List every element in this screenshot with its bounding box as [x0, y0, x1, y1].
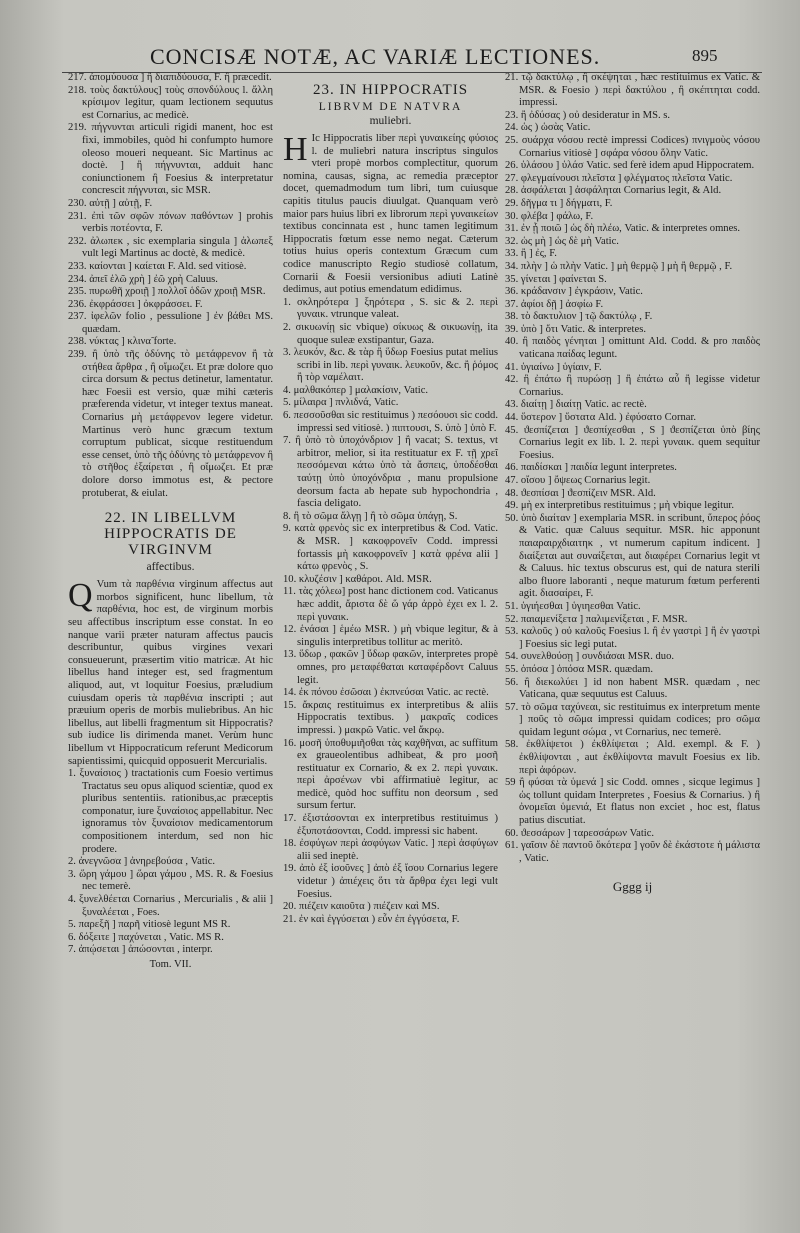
note-entry: 236. ἐκφράσσει ] ὀκφράσσει. F.: [68, 298, 203, 310]
note-entry: 57. τὸ σῶμα ταχύνεαι, sic restituimus ex interpretum mente ] ποῦς τὸ σῶμα impressi quidam codices; pro σῶμα quidam legunt σώμα , vt Cornarius, nec temerè.: [505, 701, 760, 738]
section-heading: 22. IN LIBELLVM HIPPOCRATIS DE VIRGINVM: [104, 510, 237, 559]
note-entry: 233. καίονται ] καίεται F. Ald. sed vitiosè.: [68, 260, 247, 272]
note-entry: 53. καλοῦς ) οὐ καλοῦς Foesius l. ἢ ἐν γαστρὶ ] ἢ ἐν γαστρὶ ] Foesius sic legi putat.: [505, 626, 760, 650]
note-entry: 50. ὑπὸ διαίταν ] exemplaria MSR. in scribunt, ὕπερος ῥόος & Vatic. quæ Caluus sequitur. MSR. hic apponunt παιαραιρχδιαιτηκ , vt numerum capitum indicent. ] διαίξεται aut συναίξεται, aut διαφέρει Cornarius legit vt & Caluus. hic textus obscurus est, qui de natura sterili albo fluore laboranti , neque maturum fœtum perferenti agit. διασαίρει, F.: [505, 512, 760, 600]
note-entry: 48. ϑεσπίσαι ] ϑεσπίζειν MSR. Ald.: [505, 487, 656, 499]
note-entry: 218. τοὺς δακτύλους] τοὺς σπονδύλους l. ἄλλη κρίσιμον legitur, quam lectionem sequutus est Cornarius, ac medicè.: [68, 84, 273, 121]
note-entry: 1. ξυναίσιος ) tractationis cum Foesio vertimus Tractatus seu opus aliquod scientiæ, quod ex pluribus sententiis. rationibus,ac præceptis componatur, iure ξυναίσιος appellabitur. Nec ignoramus τὸν ξυναίσιον medicamentorum compositionem interdum, sed non hic prodere.: [68, 768, 273, 855]
note-entry: 12. ἑνάσαι ] ἑμέω MSR. ) μὴ vbique legitur, & à singulis interpretibus tollitur ac meritò.: [283, 624, 498, 648]
note-entry: 32. ὡς μὴ ] ὡς δὲ μὴ Vatic.: [505, 235, 619, 247]
note-entry: 39. ὑπὸ ] ὅτι Vatic. & interpretes.: [505, 323, 646, 335]
note-entry: 7. ἀπῴσεται ] ἀπώσονται , interpr.: [68, 944, 213, 956]
note-entry: 6. δόξειτε ] παχύνεται , Vatic. MS R.: [68, 931, 224, 943]
note-entry: 15. ἄκραις restituimus ex interpretibus & aliis Hippocratis textibus. ) μακραῖς codices impressi. ) μακρῶ Vatic. vel ἄκρῳ.: [283, 699, 498, 736]
note-entry: 42. ἢ ἐπάτω ἢ πυρώσῃ ] ἢ ἐπάτω αὖ ἢ legisse videtur Cornarius.: [505, 374, 760, 398]
note-entry: 29. δῆγμα τι ] δήγματι, F.: [505, 197, 613, 209]
intro-text: Vum τὰ παρθένια virginum affectus aut morbos significent, hunc libellum, τὰ παρθένια, hoc est, de virginum morbis seu affectibus inscriptum esse constat. In eo nanque varii præter naturam affectus paucis describuntur, quibus virgines vexari consueuerunt, præsertim vitio matricæ. At hic libellus hand integer est, sed fragmentum aliquod, aut, vt loquitur Foesius, præludium cuiusdam operis τὰ παρθένια inscripti ; aut præuium operis de morbis muliebribus. An hic libellus, aut libelli fragmentum sit Hippocratis? sub iudice lis dirimenda manet. Verùm hunc libellum vt Hippocraticum referunt Medicorum sapientissimi, quicquid opposuerit Mercurialis.: [68, 579, 273, 767]
volume-mark: Tom. VII.: [149, 959, 192, 970]
intro-text: Ic Hippocratis liber περὶ γυναικείης φύσιος l. de muliebri natura inscriptus singulos vteri propè morbos complectitur, quorum nomina, causas, signa, ac remedia præceptor docet, quemadmodum tum libri, tum cuiusque capitis titulus paucis diuulgat. Quanquam verò maior pars huius libri ex librorum περὶ γυναικείων textibus concinnata est , hunc tamen legitimum Hippocratis fœtum esse nemo negat. Cæterum totius huius operis contextum Græcum cum codice manuscripto Regio studiosè collatum, Cornarii & Foesii versionibus adiuti Latinè dedimus, aut potius emendatum edidimus.: [283, 133, 498, 296]
signature-mark: Gggg ij: [612, 879, 653, 895]
note-entry: 8. ἢ τὸ σῶμα ἄλγῃ ] ἢ τὸ σῶμα ὑπάγῃ, S.: [283, 510, 458, 522]
note-entry: 21. ἐν καὶ ἐγγύσεται ) εὖν ἐπ ἐγγύσετα, F.: [283, 913, 460, 925]
note-entry: 59 ἢ φύσαι τὰ ὑμενά ] sic Codd. omnes , sicque legimus ] ὡς tollunt quidam Interpretes , Foesius & Cornarius. ) ἢ ὀνομεῖαι ὑμενιά, Et flatus non exciet , hoc est, flatus patius discutiat.: [505, 777, 760, 827]
note-entry: 49. μὴ ex interpretibus restituimus ; μὴ vbique legitur.: [505, 500, 734, 512]
note-entry: 3. λευκόν, &c. & τὰρ ἢ ὕδωρ Foesius putat melius scribi in lib. περὶ γυναικ. λευκοῦν, &c. ἢ ῥόμος ἢ τὸρ ναμέλαιτ.: [283, 347, 498, 384]
note-entry: 11. τὰς χόλεω] post hanc dictionem cod. Vaticanus hæc addit, ἄριστα δὲ ὥ γάρ ἀρρὸ ἐχει ex l. 2. περὶ γυναικ.: [283, 586, 498, 623]
note-entry: 10. κλυζέσιν ] καθάροι. Ald. MSR.: [283, 573, 432, 585]
note-entry: 43. διαίτῃ ] διαίτῃ Vatic. ac rectè.: [505, 399, 647, 411]
note-entry: 234. ἀπεῖ ἑλῶ χρὴ ] ἐῶ χρὴ Caluus.: [68, 273, 218, 285]
note-entry: 239. ἢ ὑπὸ τῆς ὀδύνης τὸ μετάφρενον ἢ τὰ στήθεα ἄρθρα , ἢ οἴμωζει. Et præ dolore quo circa dorsum & pectus detinetur, lamentatur. hæc Foesii est versio, quæ mihi cæteris præferenda videtur, vt integer textus maneat. Cornarius μὴ μετάφρενον legere videtur. Martinus verò hunc græcum textum corruptum publicat, sicque restituendum esse censet, ὑπὸ τῆς ὀδύνης τὸ μετάφρενον ἢ τὸ στῆθος ἐξαίρεται , ἢ οἴμωζει. Et præ dolore dorso immotus est, & pectore protuberat, & eiulat.: [68, 349, 274, 499]
section-intro: [283, 133, 498, 297]
note-entry: 7. ἢ ὑπὸ τὸ ὑποχόνδριον ] ἢ vacat; S. textus, vt arbitror, melior, si ita restituatur ex F. τῇ χρεῖ πεσσόμεναι κάτω ὑπὸ τὰ ἄσπεις, ὑποδέσθαι ταύτῃ ὑπὸ ὑποχόνδρια , manu propulsione deorsum facta ab hepate sub hypochondria , fascia deligato.: [283, 435, 498, 510]
note-entry: 58. ἐκθλίψετοι ) ἐκθλίψεται ; Ald. exempl. & F. ) ἐκθλίψονται , aut ἐκθλίψοντα mavult Foesius ex lib. περὶ ἀφόρων.: [505, 739, 760, 776]
note-entry: 3. ὥρη γάμου ] ὥραι γάμου , MS. R. & Foesius nec temerè.: [68, 868, 273, 893]
note-entry: 237. ἰφελῶν folio , pessulione ] ἐν βάθει MS. quædam.: [68, 311, 273, 335]
note-entry: 5. παρεξῆ ] παρῆ vitiosè legunt MS R.: [68, 919, 231, 931]
note-entry: 235. πυρωθῆ χροιῇ ] πολλοῖ ὁδῶν χροιῇ MSR.: [68, 286, 266, 298]
section-intro: [68, 579, 273, 768]
drop-cap: H: [283, 131, 308, 168]
note-entry: 219. πήγνυνται articuli rigidi manent, hoc est fixi, immobiles, quòd hi confumpto humore oleoso moueri nequeant. Sic Martinus ac doctè. ] ἢ πήγνυνται, adduit hanc coniunctionem ἢ Foesius & interpretatur concrescit πήγνυται, sic MSR.: [68, 122, 273, 197]
note-entry: 13. ὕδωρ , φακῶν ] ὕδωρ φακῶν, interpretes propè omnes, pro μεταφέθαται καταφέρδοντ Caluus legit.: [283, 649, 498, 686]
note-entry: 231. ἐπὶ τῶν σφῶν πόνων παθόντων ] prohis verbis ποτέοντα, F.: [68, 210, 273, 235]
note-entry: 52. παιαμενίξετα ] παλιμενίξεται , F. MSR.: [505, 613, 688, 625]
note-entry: 41. ὑγιαίνω ] ὑγίαιν, F.: [505, 361, 602, 373]
note-entry: 38. τὸ δακτυλιον ] τῷ δακτύλῳ , F.: [505, 311, 653, 323]
note-entry: 47. οἴσου ] ὄψεως Cornarius legit.: [505, 475, 651, 486]
note-entry: 61. γαῖσιν δὲ παντοῦ ὅκότερα ] γοῦν δὲ ἐκάστοτε ἡ μάλιστα , Vatic.: [505, 840, 760, 864]
column-right: [505, 72, 760, 894]
drop-cap: Q: [68, 577, 93, 615]
note-entry: 33. ἢ ] ἐς, F.: [505, 248, 557, 260]
note-entry: 2. σικυωνίῃ sic vbique) σίκυως & σικυωνίῃ, ita quoque suleæ exstipantur, Gaza.: [283, 321, 498, 346]
note-entry: 4. μαλθακόπερ ] μαλακίσιν, Vatic.: [283, 384, 429, 396]
note-entry: 31. ἐν ᾗ ποιῶ ] ὡς δὴ πλέω, Vatic. & interpretes omnes.: [505, 223, 741, 235]
note-entry: 55. ὁπόσα ] ὁπόσα MSR. quædam.: [505, 663, 653, 675]
section-heading: 23. IN HIPPOCRATIS: [312, 82, 469, 98]
section-subheading: affectibus.: [146, 561, 195, 574]
note-entry: 46. παιδίσκαι ] παιδία legunt interpretes.: [505, 462, 677, 474]
note-entry: 25. συάρχα νόσου rectè impressi Codices) πνιγμοὺς νόσου Cornarius vitiosè ] σφάρα νόσου ὅλην Vatic.: [505, 134, 760, 159]
note-entry: 6. πεσσοῦσθαι sic restituimus ) πεσόουσι sic codd. impressi sed vitiosè. ) πιπτουσι, S. ὑπὸ ] ὑπὸ F.: [283, 410, 498, 434]
note-entry: 28. ἀσφάλεται ] ἀσφάληται Cornarius legit, & Ald.: [505, 185, 722, 197]
note-entry: 34. πλὴν ] ὡ πλὴν Vatic. ] μὴ θερμῷ ] μὴ ἢ θερμῷ , F.: [505, 260, 733, 272]
note-entry: 60. ϑεσσάρων ] ταρεσσάρων Vatic.: [505, 827, 655, 839]
note-entry: 1. σκληρότερα ] ξηρότερα , S. sic & 2. περὶ γυναικ. vtrunque valeat.: [283, 296, 498, 321]
note-entry: 23. ἢ ὀδύσας ) οὐ desideratur in MS. s.: [505, 109, 671, 121]
note-entry: 17. ἐξιστάσονται ex interpretibus restituimus ) ἐξυποτάσονται, Codd. impressi sic habent.: [283, 813, 498, 837]
note-entry: 45. ϑεσπίζεται ] ϑεσπίχεσθαι , S ] ϑεσπίζεται ὑπὸ βίης Cornarius legit ex lib. l. 2. περὶ γυναικ. quem sequitur Foesius.: [505, 424, 760, 461]
note-entry: 36. κράδανσιν ] ἐγκράσιν, Vatic.: [505, 286, 643, 298]
note-entry: 21. τῷ δακτύλῳ , ἢ σκέψηται , hæc restituimus ex Vatic. & MSR. & Foesio ) περὶ δακτύλου , ἢ σκέπτηται codd. impressi.: [505, 72, 760, 109]
note-entry: 54. συνελθούσῃ ] συνδιάσαι MSR. duo.: [505, 651, 675, 663]
note-entry: 238. νύκτας ] κλινα̃ forte.: [68, 336, 177, 348]
note-entry: 5. μίλαιρα ] πνλιδνά, Vatic.: [283, 397, 399, 409]
note-entry: 230. αὐτῇ ] αὐτῇ, F.: [68, 197, 153, 209]
note-entry: 51. ὑγιήεσθαι ] ὑγιηεσθαι Vatic.: [505, 600, 641, 612]
note-entry: 56. ἢ διεκωλύει ] id non habent MSR. quædam , nec Vaticana, quæ sequutus est Caluus.: [505, 676, 760, 701]
note-entry: 19. ἀπὸ ἐξ ἰσοῦνες ] ἀπὸ ἐξ ἴσου Cornarius legere videtur ) ἀπιέχεις ὅτι τὰ ἄρθρα ἐχει legi vult Foesius.: [283, 863, 498, 900]
section-subheading-2: muliebri.: [369, 115, 412, 127]
note-entry: 18. ἐσφύγων περὶ ἀσφύγων Vatic. ] περὶ ἀσφύγων alii sed ineptè.: [283, 838, 498, 862]
note-entry: 27. φλεγμαίνουσι πλεῖστα ] φλέγματος πλεῖστα Vatic.: [505, 172, 733, 184]
note-entry: 232. ἀλωπεκ , sic exemplaria singula ] ἀλωπεξ vult legi Martinus ac doctè, & medicè.: [68, 235, 273, 260]
column-middle: [283, 72, 498, 926]
page-number: 895: [692, 46, 718, 65]
note-entry: 35. γίνεται ] φαίνεται S.: [505, 273, 607, 285]
note-entry: 217. ἀπομύουσα ] ἢ διαπιδύουσα, F. ἢ præcedit.: [68, 72, 272, 83]
running-header: CONCISÆ NOTÆ, AC VARIÆ LECTIONES.: [150, 44, 601, 69]
note-entry: 37. ἀφίοι δῇ ] ἀσφίω F.: [505, 298, 604, 310]
note-entry: 9. κατὰ φρενὸς sic ex interpretibus & Cod. Vatic. & MSR. ] κακοφρονεῖν Codd. impressi fortassis μὴ κακοφρονεῖν ] κατὰ φρένα alii ] κάτω φρενὸς , S.: [283, 523, 498, 573]
column-left: [68, 72, 273, 972]
note-entry: 40. ἢ παιδὸς γένηται ] omittunt Ald. Codd. & pro παιδὸς vaticana παίδας legunt.: [505, 336, 760, 361]
note-entry: 16. μοσῆ ὑποθυμιῆσθαι τὰς καχθῆναι, ac suffitum ex graueolentibus adhibeat, & pro μοσῆ restituatur ex Cornario, & ex 2. περὶ γυναικ. περὶ ἀρσένων vbi affirmatiuè legitur, ac medicè, quòd hoc suffitu non deorsum , sed sursum fertur.: [283, 737, 498, 812]
note-entry: 4. ξυνελθέεται Cornarius , Mercurialis , & alii ] ξυναλέεται , Foes.: [68, 894, 273, 918]
note-entry: 30. φλέβα ] φάλω, F.: [505, 210, 594, 222]
note-entry: 2. ἀνεγνῶσα ] ἀνηρεβούσα , Vatic.: [68, 856, 216, 868]
note-entry: 24. ὡς ) ὡσὰς Vatic.: [505, 122, 591, 134]
note-entry: 14. ἐκ πόνου ἐσῶσαι ) ἐκπνεύσαι Vatic. ac rectè.: [283, 687, 489, 699]
note-entry: 26. ὑλάσου ] ὑλάσ Vatic. sed ferè idem apud Hippocratem.: [505, 160, 755, 172]
section-subheading: LIBRVM DE NATVRA: [318, 101, 463, 113]
note-entry: 44. ὕστερον ] ὕστατα Ald. ) ἐφύσατο Cornar.: [505, 412, 697, 424]
note-entry: 20. πιέζειν καιοῦτα ) πιέζειν καὶ MS.: [283, 901, 440, 913]
